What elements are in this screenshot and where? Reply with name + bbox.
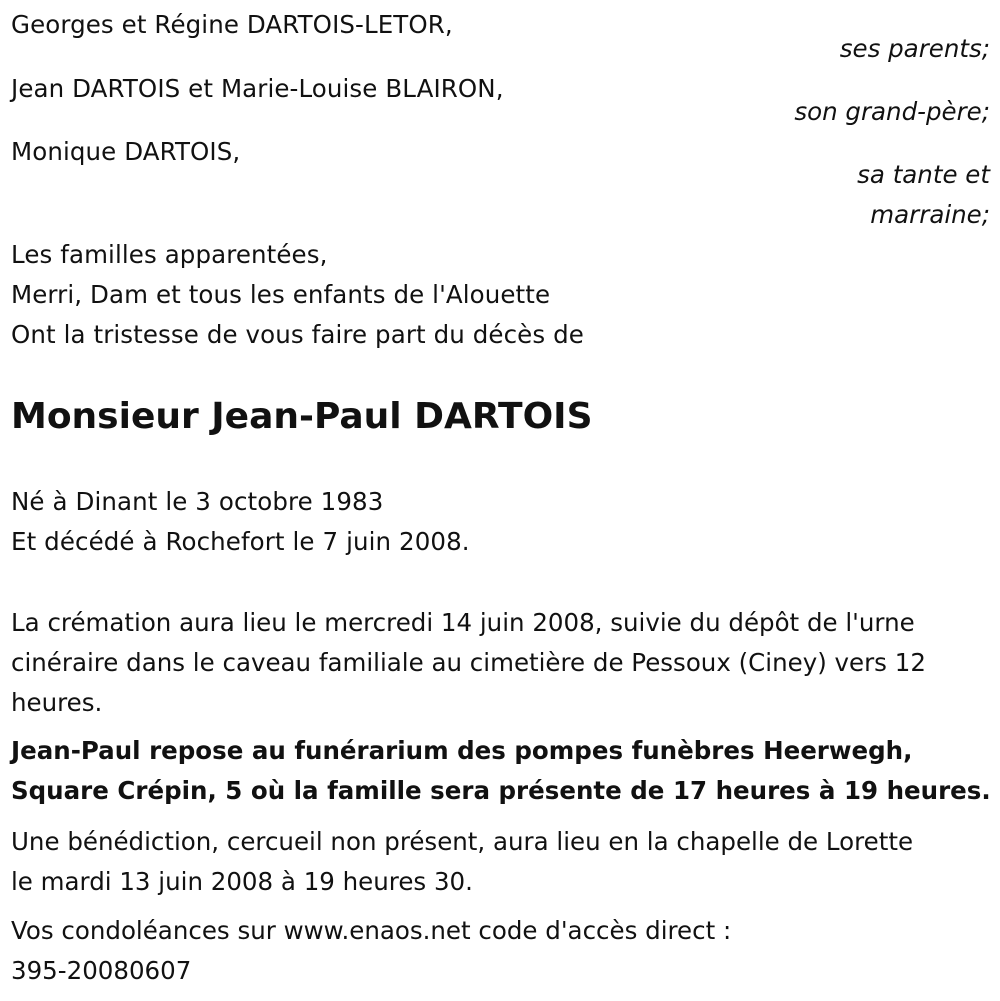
blessing-paragraph — [11, 822, 991, 902]
cremation-line: heures. — [11, 688, 103, 717]
intro-line-friends: Merri, Dam et tous les enfants de l'Alouette — [11, 280, 551, 309]
cremation-line: cinéraire dans le caveau familiale au cimetière de Pessoux (Ciney) vers 12 — [11, 648, 926, 677]
intro-line-announcement: Ont la tristesse de vous faire part du décès de — [11, 320, 584, 349]
intro-line-families: Les familles apparentées, — [11, 240, 328, 269]
aunt-names: Monique DARTOIS, — [11, 137, 241, 166]
blessing-line: le mardi 13 juin 2008 à 19 heures 30. — [11, 867, 473, 896]
funerarium-line: Square Crépin, 5 où la famille sera présente de 17 heures à 19 heures. — [11, 776, 991, 805]
aunt-role-line2: marraine; — [870, 200, 990, 229]
cremation-paragraph — [11, 603, 991, 723]
blessing-line: Une bénédiction, cercueil non présent, aura lieu en la chapelle de Lorette — [11, 827, 914, 856]
parents-names: Georges et Régine DARTOIS-LETOR, — [11, 10, 453, 39]
condolences-line: Vos condoléances sur www.enaos.net code d'accès direct : — [11, 916, 732, 945]
deceased-name: Monsieur Jean-Paul DARTOIS — [11, 396, 593, 437]
parents-role: ses parents; — [839, 34, 990, 63]
funerarium-line: Jean-Paul repose au funérarium des pompes funèbres Heerwegh, — [11, 736, 913, 765]
death-line: Et décédé à Rochefort le 7 juin 2008. — [11, 527, 470, 556]
condolences-code: 395-20080607 — [11, 956, 192, 985]
birth-line: Né à Dinant le 3 octobre 1983 — [11, 487, 384, 516]
grandfather-names: Jean DARTOIS et Marie-Louise BLAIRON, — [11, 74, 504, 103]
condolences-paragraph — [11, 911, 991, 991]
funerarium-paragraph — [11, 731, 991, 811]
aunt-role-line1: sa tante et — [857, 160, 990, 189]
cremation-line: La crémation aura lieu le mercredi 14 juin 2008, suivie du dépôt de l'urne — [11, 608, 915, 637]
grandfather-role: son grand-père; — [794, 97, 990, 126]
